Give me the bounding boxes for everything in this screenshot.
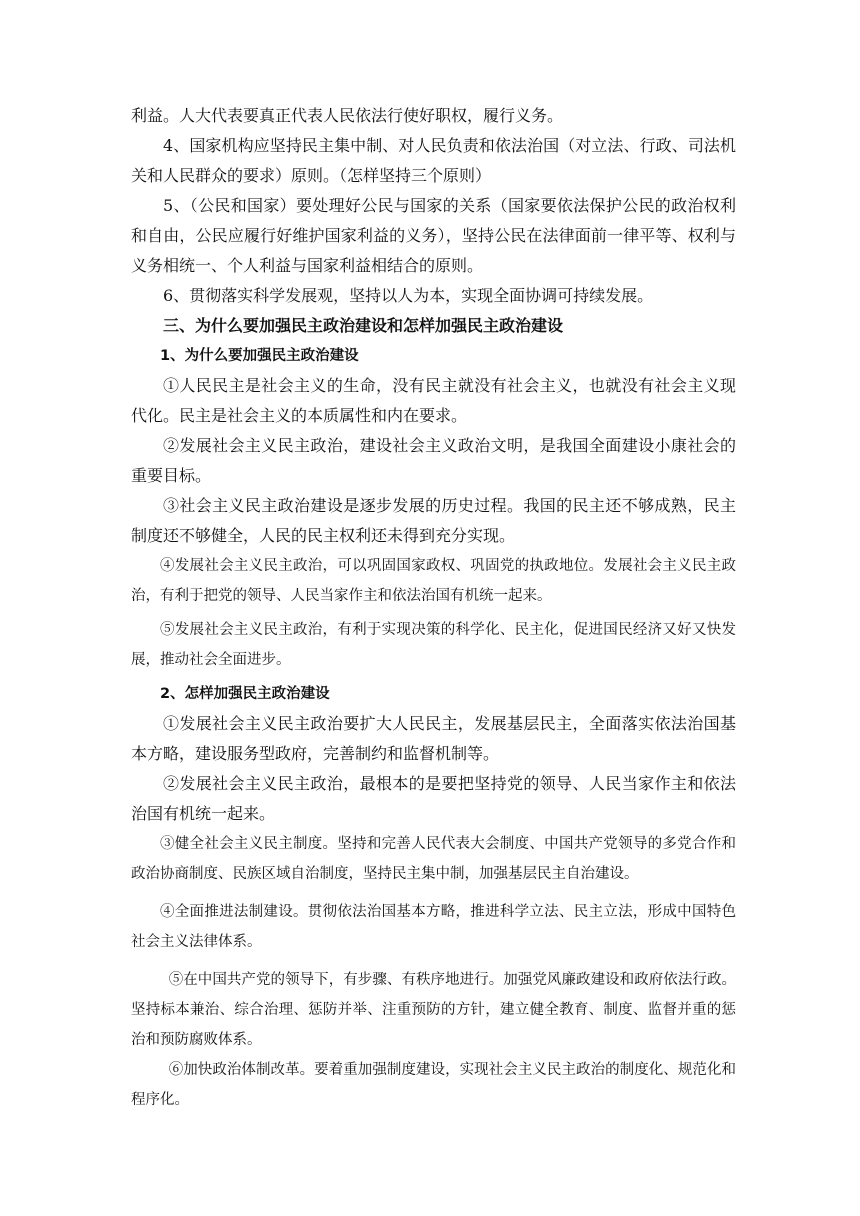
subsection-heading-why: 1、为什么要加强民主政治建设 [160, 348, 359, 364]
how-item-6: ⑥加快政治体制改革。要着重加强制度建设，实现社会主义民主政治的制度化、规范化和程序化。 [131, 1062, 736, 1108]
why-item-1: ①人民民主是社会主义的生命，没有民主就没有社会主义，也就没有社会主义现代化。民主是社会主义的本质属性和内在要求。 [131, 376, 736, 425]
why-item-5: ⑤发展社会主义民主政治，有利于实现决策的科学化、民主化，促进国民经济又好又快发展，推动社会全面进步。 [131, 622, 736, 668]
why-item-3: ③社会主义民主政治建设是逐步发展的历史过程。我国的民主还不够成熟，民主制度还不够健全，人民的民主权利还未得到充分实现。 [131, 496, 736, 545]
paragraph-point-5: 5、（公民和国家）要处理好公民与国家的关系（国家要依法保护公民的政治权利和自由，公民应履行好维护国家利益的义务），坚持公民在法律面前一律平等、权利与义务相统一、个人利益与国家利益相结合的原则。 [131, 196, 736, 275]
why-item-4: ④发展社会主义民主政治，可以巩固国家政权、巩固党的执政地位。发展社会主义民主政治，有利于把党的领导、人民当家作主和依法治国有机统一起来。 [131, 558, 736, 604]
why-item-2: ②发展社会主义民主政治，建设社会主义政治文明，是我国全面建设小康社会的重要目标。 [131, 436, 736, 485]
how-item-4: ④全面推进法制建设。贯彻依法治国基本方略，推进科学立法、民主立法，形成中国特色社会主义法律体系。 [131, 904, 736, 950]
how-item-5: ⑤在中国共产党的领导下，有步骤、有秩序地进行。加强党风廉政建设和政府依法行政。坚持标本兼治、综合治理、惩防并举、注重预防的方针，建立健全教育、制度、监督并重的惩治和预防腐败体系。 [131, 972, 736, 1048]
section-heading-3: 三、为什么要加强民主政治建设和怎样加强民主政治建设 [163, 316, 564, 335]
how-item-1: ①发展社会主义民主政治要扩大人民民主，发展基层民主，全面落实依法治国基本方略，建设服务型政府，完善制约和监督机制等。 [131, 714, 736, 763]
paragraph-continuation: 利益。人大代表要真正代表人民依法行使好职权，履行义务。 [131, 106, 564, 125]
paragraph-point-4: 4、国家机构应坚持民主集中制、对人民负责和依法治国（对立法、行政、司法机关和人民群众的要求）原则。（怎样坚持三个原则） [131, 136, 736, 185]
how-item-3: ③健全社会主义民主制度。坚持和完善人民代表大会制度、中国共产党领导的多党合作和政治协商制度、民族区域自治制度，坚持民主集中制，加强基层民主自治建设。 [131, 836, 736, 882]
subsection-heading-how: 2、怎样加强民主政治建设 [160, 686, 330, 702]
paragraph-point-6: 6、贯彻落实科学发展观，坚持以人为本，实现全面协调可持续发展。 [163, 286, 654, 305]
how-item-2: ②发展社会主义民主政治，最根本的是要把坚持党的领导、人民当家作主和依法治国有机统一起来。 [131, 774, 736, 823]
